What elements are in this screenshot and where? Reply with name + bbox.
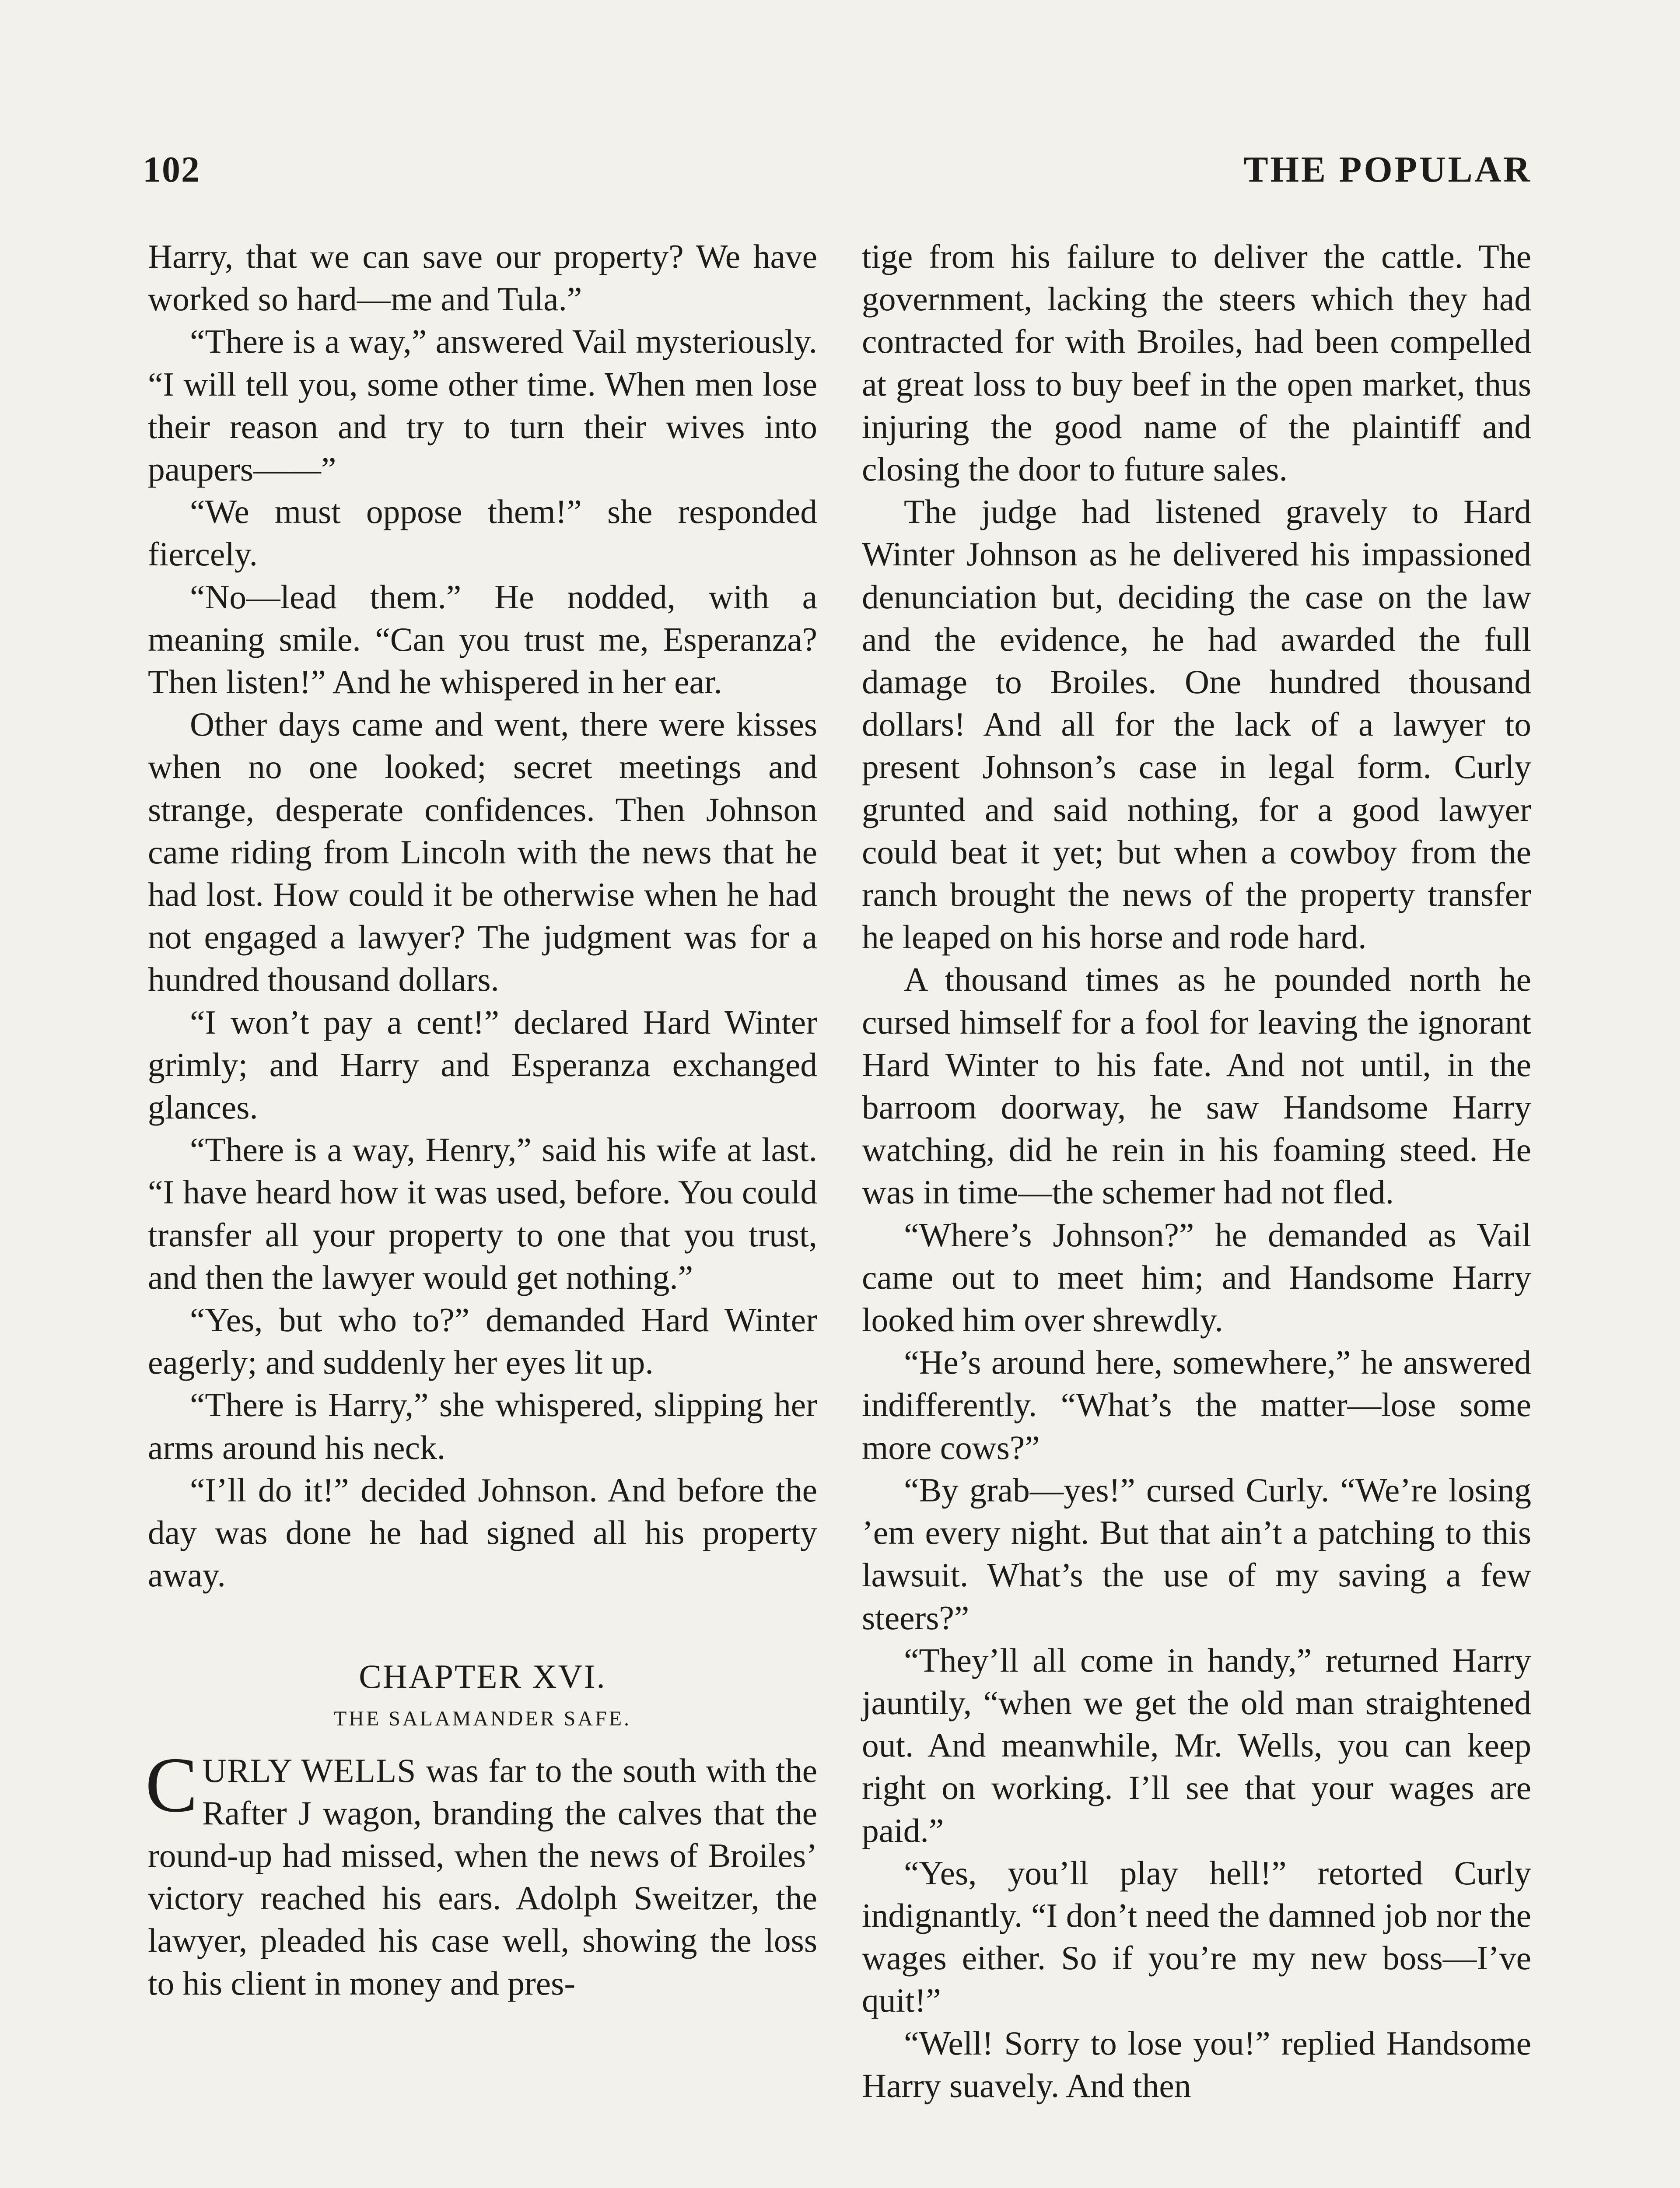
paragraph: “There is Harry,” she whispered, slipping her arms around his neck.	[148, 1386, 817, 1466]
paragraph: “Well! Sorry to lose you!” replied Handsome Harry suavely. And then	[862, 2024, 1531, 2104]
paragraph: tige from his failure to deliver the cattle. The government, lacking the steers which they had contracted for with Broiles, had been compelled at great loss to buy beef in the open market, thus injuring the good name of the plaintiff and closing the door to future sales.	[862, 238, 1531, 488]
paragraph: “They’ll all come in handy,” returned Harry jauntily, “when we get the old man straightened out. And meanwhile, Mr. Wells, you can keep right on working. I’ll see that your wages are paid.”	[862, 1641, 1531, 1849]
paragraph: “He’s around here, somewhere,” he answered indifferently. “What’s the matter—lose some more cows?”	[862, 1343, 1531, 1466]
paragraph: “I’ll do it!” decided Johnson. And before the day was done he had signed all his property away.	[148, 1471, 817, 1594]
right-column	[862, 235, 1531, 2107]
paragraph: “No—lead them.” He nodded, with a meaning smile. “Can you trust me, Esperanza? Then listen!” And he whispered in her ear.	[148, 578, 817, 701]
paragraph: “There is a way, Henry,” said his wife at last. “I have heard how it was used, before. You could transfer all your property to one that you trust, and then the lawyer would get nothing.”	[148, 1131, 817, 1296]
page-number: 102	[143, 149, 200, 190]
opening-text: was far to the south with the Rafter J wagon, branding the calves that the round-up had missed, when the news of Broiles’ victory reached his ears. Adolph Sweitzer, the lawyer, pleaded his case well, showing the loss to his client in money and pres-	[148, 1751, 817, 2002]
paragraph: “I won’t pay a cent!” declared Hard Winter grimly; and Harry and Esperanza exchanged glances.	[148, 1003, 817, 1126]
paragraph: “Where’s Johnson?” he demanded as Vail came out to meet him; and Handsome Harry looked him over shrewdly.	[862, 1216, 1531, 1339]
paragraph: The judge had listened gravely to Hard Winter Johnson as he delivered his impassioned denunciation but, deciding the case on the law and the evidence, he had awarded the full damage to Broiles. One hundred thousand dollars! And all for the lack of a lawyer to present Johnson’s case in legal form. Curly grunted and said nothing, for a good lawyer could beat it yet; but when a cowboy from the ranch brought the news of the property transfer he leaped on his horse and rode hard.	[862, 493, 1531, 956]
left-column	[145, 235, 817, 2005]
chapter-opening-paragraph	[145, 1741, 817, 2005]
paragraph: “Yes, you’ll play hell!” retorted Curly indignantly. “I don’t need the damned job nor the wages either. So if you’re my new boss—I’ve quit!”	[862, 1854, 1531, 2020]
paragraph: A thousand times as he pounded north he cursed himself for a fool for leaving the ignorant Hard Winter to his fate. And not until, in the barroom doorway, he saw Handsome Harry watching, did he rein in his foaming steed. He was in time—the schemer had not fled.	[862, 961, 1531, 1211]
chapter-subtitle: THE SALAMANDER SAFE.	[333, 1707, 632, 1730]
opening-small-caps: URLY WELLS	[202, 1751, 416, 1789]
paragraph: Harry, that we can save our property? We have worked so hard—me and Tula.”	[148, 238, 817, 318]
paragraph: “Yes, but who to?” demanded Hard Winter eagerly; and suddenly her eyes lit up.	[148, 1301, 817, 1382]
drop-cap: C	[145, 1741, 198, 1828]
paragraph: “We must oppose them!” she responded fiercely.	[148, 493, 817, 573]
paragraph: Other days came and went, there were kisses when no one looked; secret meetings and strange, desperate confidences. Then Johnson came riding from Lincoln with the news that he had lost. How could it be otherwise when he had not engaged a lawyer? The judgment was for a hundred thousand dollars.	[148, 705, 817, 999]
paragraph: “There is a way,” answered Vail mysteriously. “I will tell you, some other time. When men lose their reason and try to turn their wives into paupers——”	[148, 323, 817, 488]
paragraph: “By grab—yes!” cursed Curly. “We’re losing ’em every night. But that ain’t a patching to this lawsuit. What’s the use of my saving a few steers?”	[862, 1471, 1531, 1637]
running-head: THE POPULAR	[1243, 149, 1532, 190]
chapter-title: CHAPTER XVI.	[359, 1657, 606, 1695]
